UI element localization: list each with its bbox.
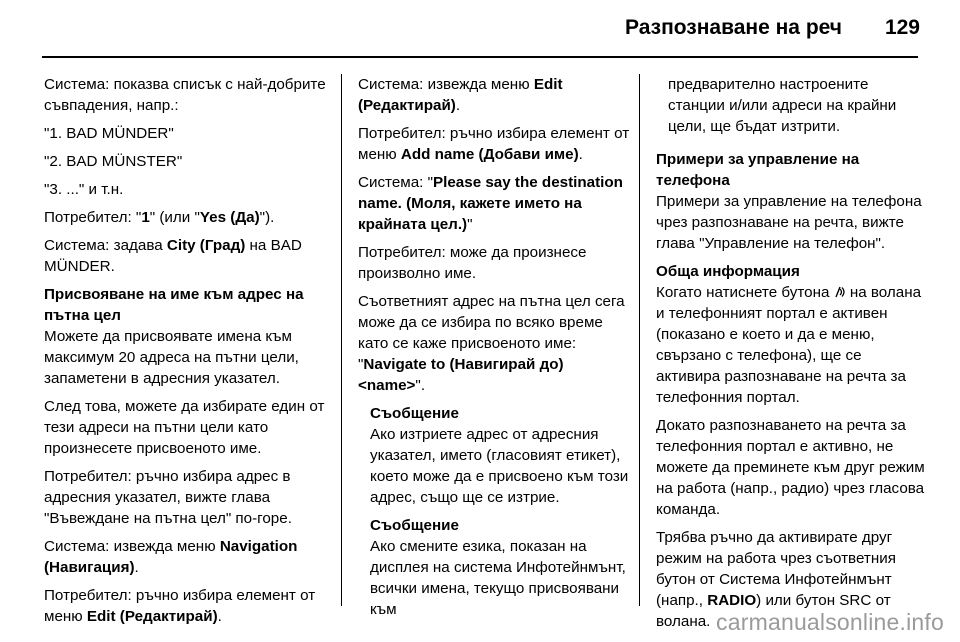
- paragraph: Потребител: ръчно избира адрес в адресния указател, вижте глава "Въвеждане на пътна цел" по-горе.: [44, 468, 292, 527]
- column-divider-left: [341, 74, 342, 606]
- section-heading: Примери за управление на телефона: [656, 151, 860, 189]
- note-text: Ако смените езика, показан на дисплея на система Инфотейнмънт, всички имена, текущо присвоявани към: [370, 538, 626, 618]
- column-right: [656, 74, 928, 639]
- paragraph: Система: извежда меню Navigation (Навигация).: [44, 538, 298, 576]
- voice-control-icon: [834, 285, 846, 299]
- note-box: [358, 403, 630, 508]
- paragraph: Потребител: ръчно избира елемент от меню Edit (Редактирай).: [44, 587, 316, 625]
- page-title: Разпознаване на реч: [624, 16, 842, 39]
- note-continuation: предварително настроените станции и/или адреси на крайни цели, ще бъдат изтрити.: [668, 76, 897, 135]
- paragraph: Потребител: ръчно избира елемент от меню Add name (Добави име).: [358, 125, 630, 163]
- header-rule: [42, 56, 918, 58]
- section-heading: Обща информация: [656, 263, 800, 280]
- page-header: [0, 0, 960, 62]
- paragraph: Потребител: "1" (или "Yes (Да)").: [44, 209, 275, 226]
- paragraph: "2. BAD MÜNSTER": [44, 153, 183, 170]
- section-heading: Присвояване на име към адрес на пътна цел: [44, 286, 304, 324]
- column-left: [44, 74, 330, 634]
- paragraph: Съответният адрес на пътна цел сега може да се избира по всяко време като се каже присвоеното име: "Navigate to (Навигирай до) <name>".: [358, 293, 625, 394]
- page-number: 129: [884, 16, 920, 39]
- paragraph: Система: показва списък с най-добрите съвпадения, напр.:: [44, 76, 326, 114]
- paragraph: "1. BAD MÜNDER": [44, 125, 174, 142]
- paragraph: "3. ..." и т.н.: [44, 181, 124, 198]
- paragraph: Потребител: може да произнесе произволно име.: [358, 244, 587, 282]
- note-heading: Съобщение: [370, 405, 459, 422]
- column-middle: [358, 74, 630, 627]
- paragraph: Примери за управление на телефона чрез разпознаване на речта, вижте глава "Управление на телефон".: [656, 193, 922, 252]
- paragraph: Трябва ръчно да активирате друг режим на работа чрез съответния бутон от Система Инфотейнмънт (напр., RADIO) или бутон SRC от волана.: [656, 529, 896, 630]
- paragraph: Можете да присвоявате имена към максимум 20 адреса на пътни цели, запаметени в адресния указател.: [44, 328, 299, 387]
- paragraph: Система: "Please say the destination name. (Моля, кажете името на крайната цел.)": [358, 174, 623, 233]
- note-text: Ако изтриете адрес от адресния указател, името (гласовият етикет), което може да е присвоено към този адрес, също ще се изтрие.: [370, 426, 629, 506]
- note-heading: Съобщение: [370, 517, 459, 534]
- paragraph: Система: задава City (Град) на BAD MÜNDER.: [44, 237, 302, 275]
- column-divider-right: [639, 74, 640, 606]
- paragraph: Система: извежда меню Edit (Редактирай).: [358, 76, 563, 114]
- paragraph: След това, можете да избирате един от тези адреси на пътни цели като произнесете присвоеното име.: [44, 398, 325, 457]
- watermark: carmanualsonline.info: [716, 609, 944, 635]
- note-box: [358, 515, 630, 620]
- paragraph: Докато разпознаването на речта за телефонния портал е активно, не можете да преминете към друг режим на работа (напр., радио) чрез гласова команда.: [656, 417, 925, 518]
- paragraph: Когато натиснете бутона на волана и телефонният портал е активен (показано е което и да е меню, свързано с телефона), ще се активира разпознаване на речта за телефонния портал.: [656, 284, 922, 406]
